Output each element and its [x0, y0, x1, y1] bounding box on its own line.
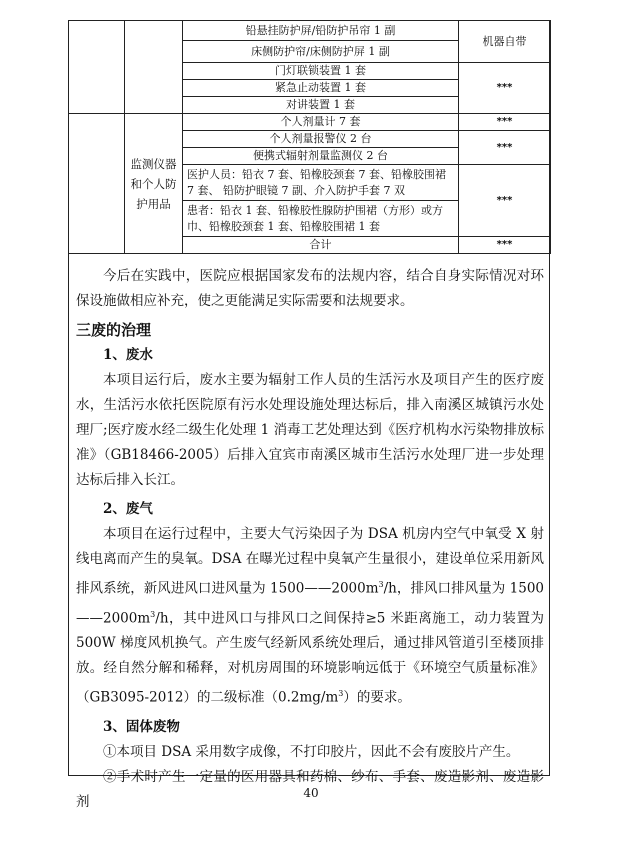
- table-cell-stars: ***: [459, 237, 551, 254]
- gas-paragraph: 本项目在运行过程中，主要大气污染因子为 DSA 机房内空气中氧受 X 射线电离而产生的臭氧。DSA 在曝光过程中臭氧产生量很小，建设单位采用新风排风系统，新风进风口进风量为 $1500——2000m^3/h$，排风口排风量为 $1500——2000m^3/h$，其中进风口与排风口之间保持≥5 米距离施工，动力装置为 500W 梯度风机换气。产生废气经新风系统处理后，通过排风管道引至楼顶排放。经自然分解和稀释，对机房周围的环境影响远低于《环境空气质量标准》（GB3095-2012）的二级标准$(0.2mg/m^3)$的要求。: [76, 526, 544, 706]
- table-cell-stars: ***: [459, 114, 551, 131]
- table-cell-staff-ppe: 医护人员：铅衣 7 套、铅橡胶颈套 7 套、铅橡胶围裙 7 套、 铅防护眼镜 7 副、介入防护手套 7 双: [183, 165, 459, 201]
- table-category: 监测仪器和个人防护用品: [125, 114, 183, 254]
- equipment-table: [68, 20, 550, 254]
- intro-paragraph: 今后在实践中，医院应根据国家发布的法规内容，结合自身实际情况对环保设施做相应补充，使之更能满足实际需要和法规要求。: [76, 268, 544, 309]
- table-cell-item: 个人剂量报警仪 2 台: [183, 131, 459, 148]
- page-number: 40: [303, 786, 319, 800]
- solid-heading: 3、固体废物: [103, 718, 180, 735]
- body-text: [76, 264, 544, 815]
- gas-heading: 2、废气: [103, 501, 153, 517]
- table-cell-stars: ***: [459, 131, 551, 165]
- table-cell-item: 门灯联锁装置 1 套: [183, 63, 459, 80]
- table-total-label: 合计: [183, 237, 459, 254]
- table-empty-cell: [125, 21, 183, 114]
- section-title: 三废的治理: [76, 321, 152, 339]
- table-cell-item: 紧急止动装置 1 套: [183, 80, 459, 97]
- solid-item-1: ①本项目 DSA 采用数字成像，不打印胶片，因此不会有废胶片产生。: [103, 743, 520, 760]
- table-cell-item: 个人剂量计 7 套: [183, 114, 459, 131]
- table-cell-note: 机器自带: [459, 21, 551, 63]
- table-cell-patient-ppe: 患者：铅衣 1 套、铅橡胶性腺防护围裙（方形）或方巾、铅橡胶颈套 1 套、铅橡胶围裙 1 套: [183, 201, 459, 237]
- table-cell-item: 床侧防护帘/床侧防护屏 1 副: [183, 41, 459, 63]
- table-cell-item: 便携式辐射剂量监测仪 2 台: [183, 148, 459, 165]
- table-empty-cell: [69, 114, 125, 254]
- table-cell-item: 铅悬挂防护屏/铅防护吊帘 1 副: [183, 21, 459, 41]
- table-empty-cell: [69, 21, 125, 114]
- wastewater-heading: 1、废水: [103, 347, 153, 363]
- wastewater-paragraph: 本项目运行后，废水主要为辐射工作人员的生活污水及项目产生的医疗废水，生活污水依托医院原有污水处理设施处理达标后，排入南溪区城镇污水处理厂;医疗废水经二级生化处理 1 消毒工艺处理达到《医疗机构水污染物排放标准》（GB18466-2005）后排入宜宾市南溪区城市生活污水处理厂进一步处理达标后排入长江。: [76, 372, 544, 488]
- solid-item-2: ②手术时产生一定量的医用器具和药棉、纱布、手套、废造影剂、废造影剂: [76, 768, 544, 810]
- table-cell-stars: ***: [459, 63, 551, 114]
- table-cell-stars: ***: [459, 165, 551, 237]
- table-cell-item: 对讲装置 1 套: [183, 97, 459, 114]
